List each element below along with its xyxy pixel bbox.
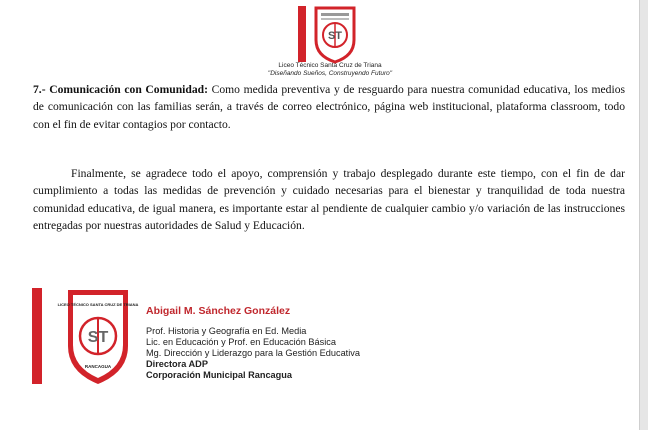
signature-accent-bar	[32, 288, 42, 384]
signer-credential: Mg. Dirección y Liderazgo para la Gestión Educativa	[146, 348, 360, 358]
page-edge	[639, 0, 648, 430]
paragraph-communication	[33, 81, 625, 133]
signer-name: Abigail M. Sánchez González	[146, 305, 291, 317]
seal-text: ST	[87, 329, 109, 346]
seal-bottom-text: RANCAGUA	[84, 364, 112, 369]
signature-block	[146, 306, 476, 381]
header-caption	[230, 62, 430, 78]
school-motto: "Diseñando Sueños, Construyendo Futuro"	[267, 70, 393, 77]
school-seal-icon	[57, 286, 139, 386]
seal-top-text: LICEO TÉCNICO SANTA CRUZ DE TRIANA	[57, 302, 139, 307]
paragraph-closing	[33, 165, 625, 235]
signer-organization: Corporación Municipal Rancagua	[146, 370, 292, 380]
paragraph-heading: 7.- Comunicación con Comunidad:	[33, 83, 208, 96]
signer-credential: Lic. en Educación y Prof. en Educación Básica	[146, 337, 336, 347]
header-logo-text: ST	[327, 30, 343, 42]
paragraph-body: Como medida preventiva y de resguardo para nuestra comunidad educativa, los medios de comunicación con las familias serán, a través de correo electrónico, página web institucional, plataforma classroom, todo con el fin de evitar contagios por contacto.	[33, 83, 625, 131]
school-logo-icon	[296, 4, 360, 64]
signer-credential: Prof. Historia y Geografía en Ed. Media	[146, 326, 307, 336]
signer-title: Directora ADP	[146, 359, 208, 369]
school-name: Liceo Técnico Santa Cruz de Triana	[278, 62, 382, 69]
paragraph-closing-body: Finalmente, se agradece todo el apoyo, comprensión y trabajo desplegado durante este tiempo, con el fin de dar cumplimiento a todas las medidas de prevención y cuidado necesarias para el bienestar y tranquilidad de toda nuestra comunidad educativa, de igual manera, es importante estar al pendiente de cualquier cambio y/o variación de las instrucciones entregadas por nuestras autoridades de Salud y Educación.	[33, 167, 625, 233]
